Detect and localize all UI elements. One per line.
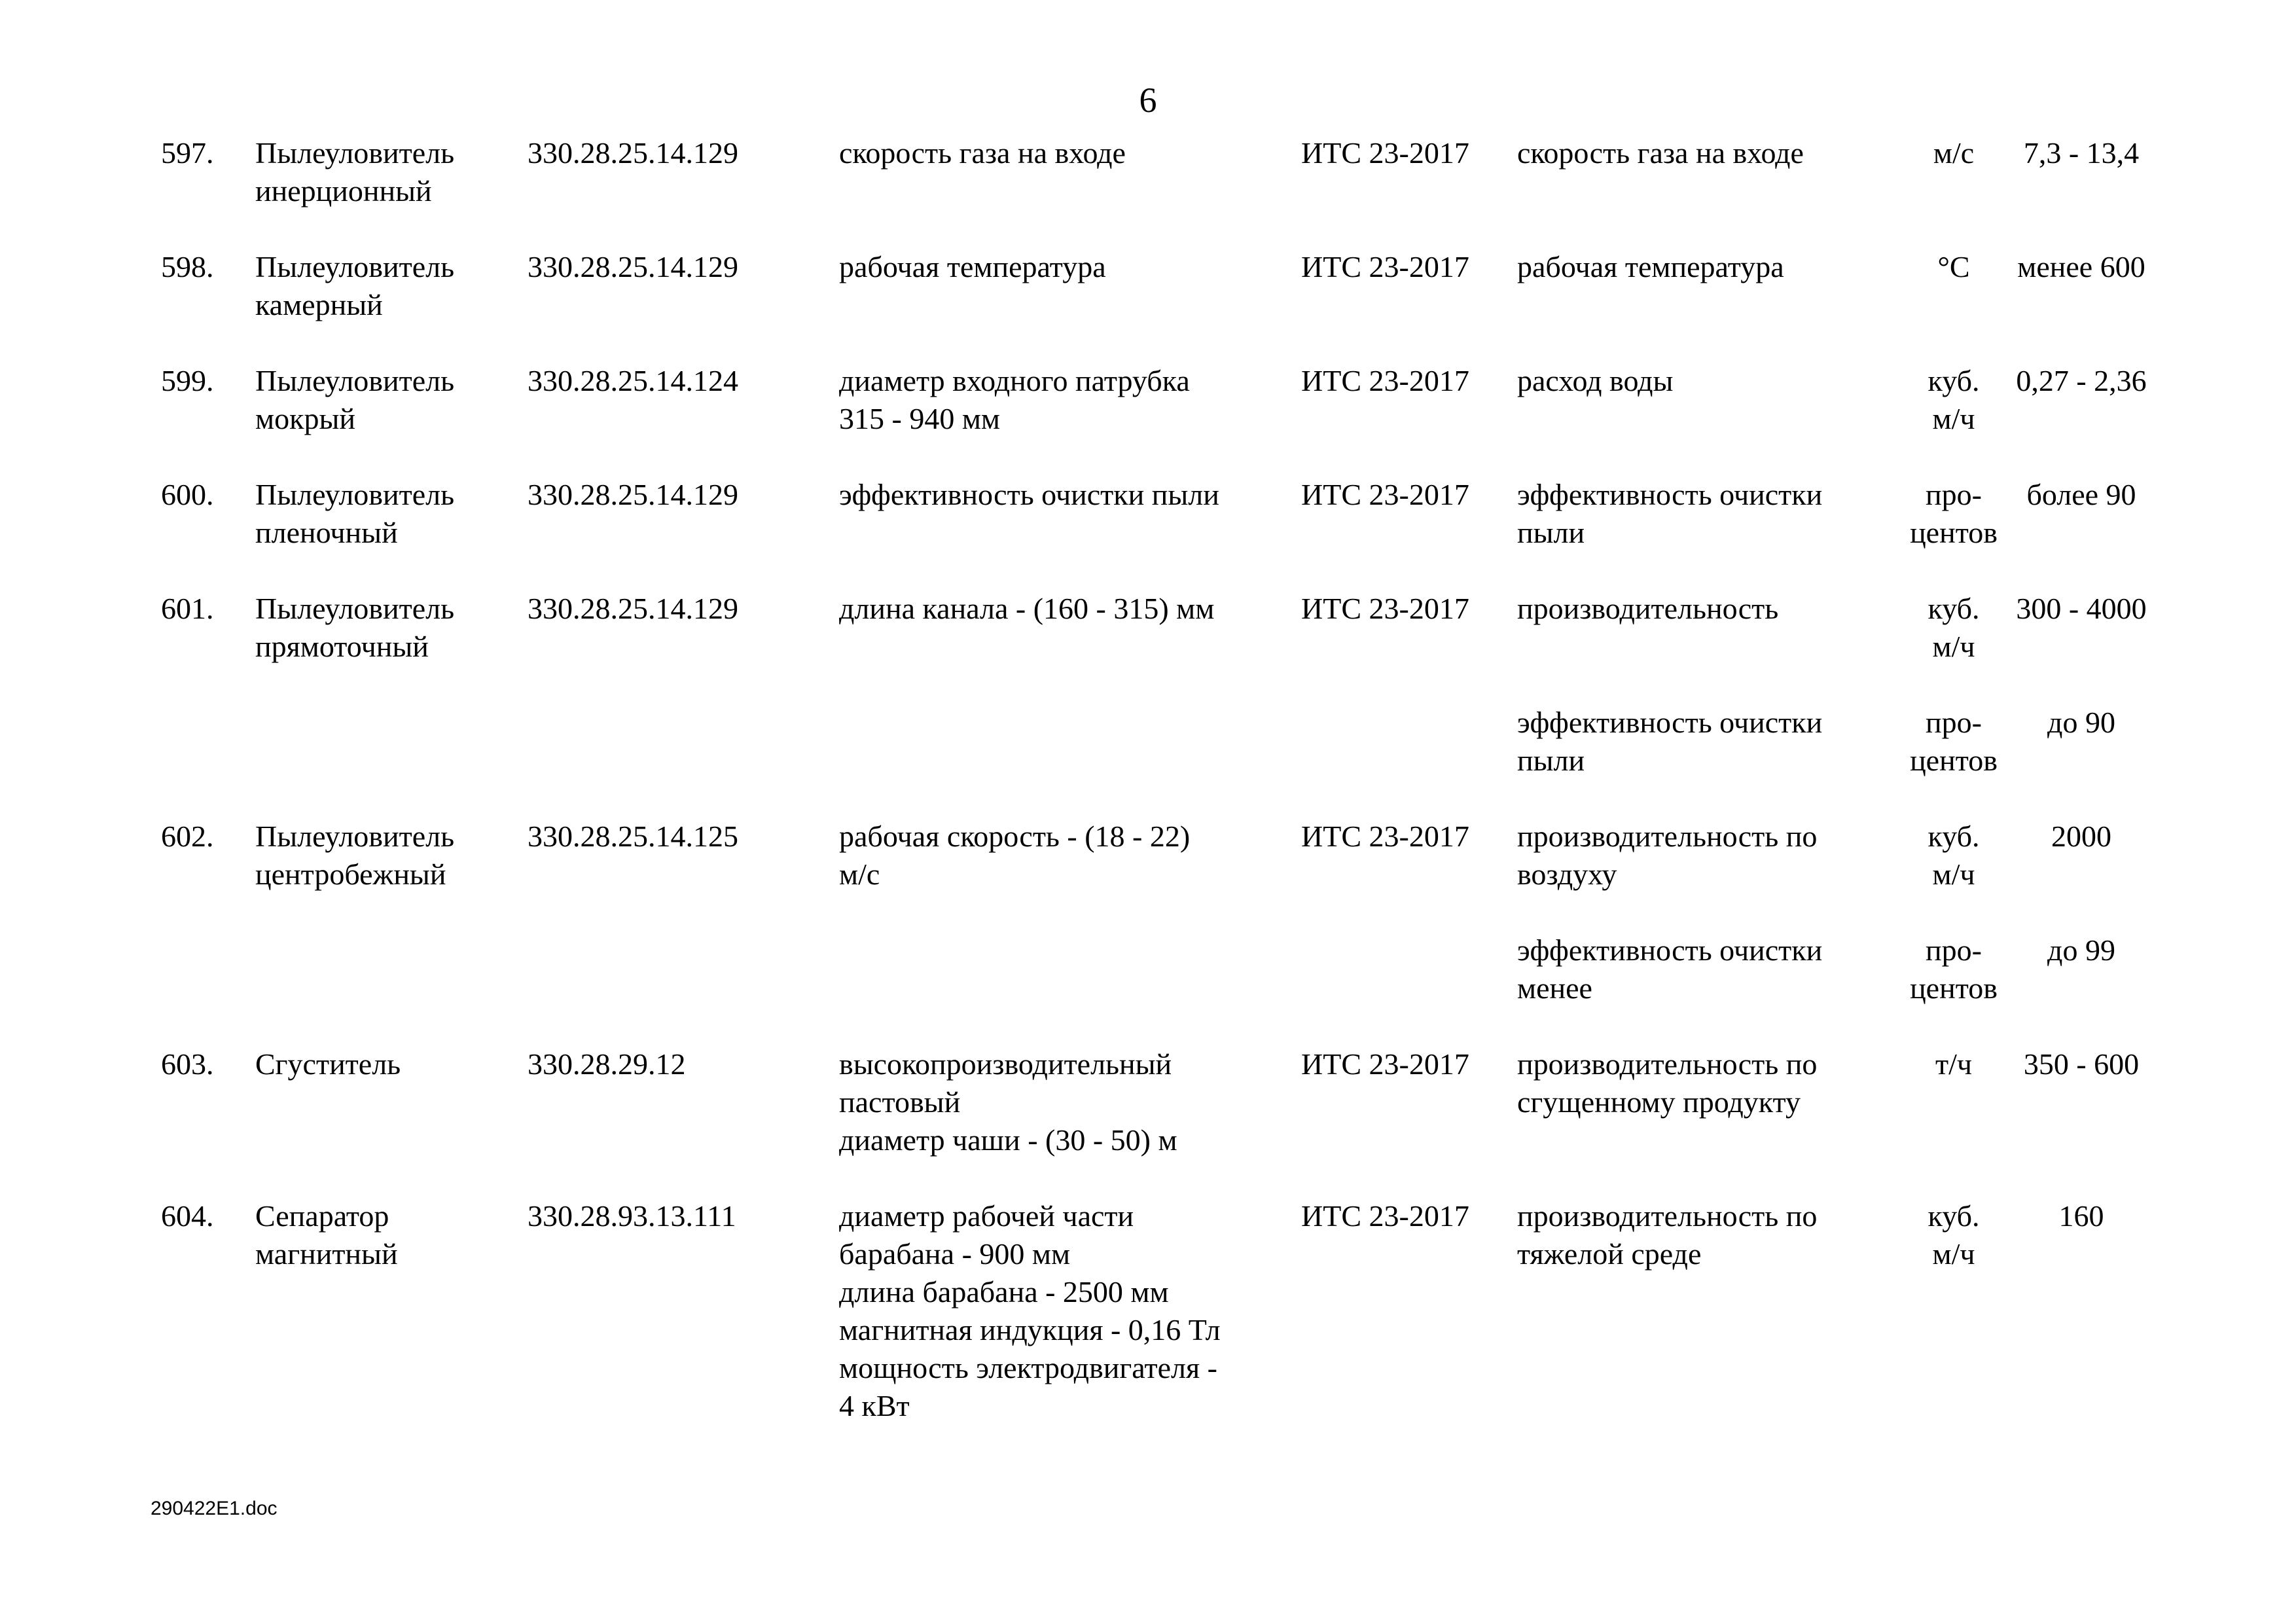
- row-number-text: 600.: [161, 478, 214, 511]
- parameter-name-line: производительность по: [1517, 820, 1818, 853]
- parameter-value-text: 160: [2058, 1199, 2104, 1233]
- table-row: [0, 1197, 2296, 1472]
- table-row: [0, 1045, 2296, 1197]
- unit-of-measure-line: м/ч: [1932, 402, 1975, 435]
- parameter-name: [1517, 590, 1897, 628]
- technical-characteristic-line: м/с: [839, 857, 880, 891]
- table-row: [0, 818, 2296, 931]
- unit-of-measure-line: куб.: [1928, 592, 1980, 625]
- unit-of-measure-line: куб.: [1928, 820, 1980, 853]
- parameter-name: [1517, 248, 1897, 286]
- standard-reference-text: ИТС 23-2017: [1301, 820, 1469, 853]
- table-row: [0, 134, 2296, 248]
- technical-characteristic-line: рабочая скорость - (18 - 22): [839, 820, 1191, 853]
- equipment-name-line: инерционный: [255, 174, 432, 208]
- row-number: [161, 248, 214, 286]
- parameter-value: [1996, 818, 2166, 856]
- okpd-code: [528, 134, 816, 172]
- page-number: 6: [1139, 81, 1157, 120]
- standard-reference: [1301, 1197, 1498, 1235]
- unit-of-measure-line: центов: [1910, 516, 1998, 549]
- row-number: [161, 818, 214, 856]
- equipment-name: [255, 590, 530, 666]
- equipment-name-line: пленочный: [255, 516, 398, 549]
- okpd-code: [528, 1045, 816, 1083]
- parameter-value: [1996, 248, 2166, 286]
- parameter-name-line: воздуху: [1517, 857, 1617, 891]
- standard-reference: [1301, 476, 1498, 514]
- technical-characteristic-line: длина барабана - 2500 мм: [839, 1275, 1169, 1308]
- equipment-name-line: центробежный: [255, 857, 446, 891]
- standard-reference-text: ИТС 23-2017: [1301, 136, 1469, 170]
- equipment-name: [255, 134, 530, 210]
- unit-of-measure-line: центов: [1910, 971, 1998, 1005]
- parameter-name-line: эффективность очистки: [1517, 933, 1823, 967]
- parameter-name-line: пыли: [1517, 744, 1585, 777]
- okpd-code-text: 330.28.25.14.125: [528, 820, 738, 853]
- technical-characteristic-line: скорость газа на входе: [839, 136, 1126, 170]
- table-row: [0, 931, 2296, 1045]
- okpd-code-text: 330.28.29.12: [528, 1047, 686, 1081]
- standard-reference-text: ИТС 23-2017: [1301, 478, 1469, 511]
- okpd-code-text: 330.28.25.14.129: [528, 136, 738, 170]
- parameter-value: [1996, 476, 2166, 514]
- unit-of-measure-line: куб.: [1928, 1199, 1980, 1233]
- equipment-name-line: Сепаратор: [255, 1199, 389, 1233]
- parameter-name: [1517, 1045, 1897, 1121]
- parameter-name-line: эффективность очистки: [1517, 706, 1823, 739]
- standard-reference-text: ИТС 23-2017: [1301, 364, 1469, 397]
- technical-characteristic: [839, 818, 1284, 893]
- standard-reference: [1301, 362, 1498, 400]
- parameter-name-line: производительность: [1517, 592, 1779, 625]
- technical-characteristic-line: диаметр входного патрубка: [839, 364, 1190, 397]
- equipment-name-line: Пылеуловитель: [255, 478, 455, 511]
- row-number: [161, 1197, 214, 1235]
- parameter-name-line: производительность по: [1517, 1047, 1818, 1081]
- row-number: [161, 362, 214, 400]
- parameter-value-text: 2000: [2051, 820, 2111, 853]
- standard-reference: [1301, 590, 1498, 628]
- table-row: [0, 248, 2296, 362]
- row-number-text: 597.: [161, 136, 214, 170]
- technical-characteristic: [839, 134, 1284, 172]
- parameter-value: [1996, 1197, 2166, 1235]
- equipment-name-line: Пылеуловитель: [255, 820, 455, 853]
- row-number: [161, 476, 214, 514]
- okpd-code-text: 330.28.93.13.111: [528, 1199, 736, 1233]
- standard-reference-text: ИТС 23-2017: [1301, 1199, 1469, 1233]
- unit-of-measure-line: °С: [1937, 250, 1970, 283]
- parameter-value: [1996, 704, 2166, 742]
- parameter-name: [1517, 704, 1897, 780]
- equipment-name: [255, 1197, 530, 1273]
- unit-of-measure-line: м/ч: [1932, 630, 1975, 663]
- standard-reference-text: ИТС 23-2017: [1301, 250, 1469, 283]
- technical-characteristic: [839, 1197, 1284, 1425]
- parameter-name: [1517, 818, 1897, 893]
- technical-characteristic: [839, 362, 1284, 438]
- parameter-name-line: расход воды: [1517, 364, 1674, 397]
- okpd-code-text: 330.28.25.14.124: [528, 364, 738, 397]
- row-number-text: 604.: [161, 1199, 214, 1233]
- equipment-name-line: мокрый: [255, 402, 355, 435]
- okpd-code: [528, 818, 816, 856]
- technical-characteristic-line: 4 кВт: [839, 1389, 910, 1422]
- equipment-name-line: Сгуститель: [255, 1047, 401, 1081]
- okpd-code-text: 330.28.25.14.129: [528, 250, 738, 283]
- row-number-text: 602.: [161, 820, 214, 853]
- parameter-value: [1996, 362, 2166, 400]
- unit-of-measure-line: м/ч: [1932, 1237, 1975, 1271]
- parameter-name: [1517, 134, 1897, 172]
- unit-of-measure-line: куб.: [1928, 364, 1980, 397]
- parameter-name: [1517, 476, 1897, 552]
- okpd-code: [528, 590, 816, 628]
- technical-characteristic-line: 315 - 940 мм: [839, 402, 1001, 435]
- technical-characteristic-line: магнитная индукция - 0,16 Тл: [839, 1313, 1221, 1346]
- unit-of-measure-line: м/с: [1933, 136, 1975, 170]
- parameter-name-line: эффективность очистки: [1517, 478, 1823, 511]
- parameter-name-line: рабочая температура: [1517, 250, 1784, 283]
- parameter-value-text: 300 - 4000: [2016, 592, 2147, 625]
- row-number: [161, 1045, 214, 1083]
- standard-reference-text: ИТС 23-2017: [1301, 592, 1469, 625]
- parameter-value-text: 350 - 600: [2023, 1047, 2140, 1081]
- technical-characteristic-line: мощность электродвигателя -: [839, 1351, 1217, 1384]
- okpd-code: [528, 1197, 816, 1235]
- technical-characteristic-line: эффективность очистки пыли: [839, 478, 1219, 511]
- parameter-value: [1996, 134, 2166, 172]
- unit-of-measure-line: про-: [1926, 478, 1982, 511]
- parameter-name-line: пыли: [1517, 516, 1585, 549]
- parameter-value-text: 0,27 - 2,36: [2016, 364, 2147, 397]
- technical-characteristic: [839, 248, 1284, 286]
- standard-reference: [1301, 1045, 1498, 1083]
- technical-characteristic-line: диаметр чаши - (30 - 50) м: [839, 1123, 1177, 1157]
- row-number-text: 598.: [161, 250, 214, 283]
- equipment-name-line: Пылеуловитель: [255, 136, 455, 170]
- parameter-name-line: тяжелой среде: [1517, 1237, 1702, 1271]
- equipment-name-line: Пылеуловитель: [255, 364, 455, 397]
- parameter-name-line: менее: [1517, 971, 1592, 1005]
- okpd-code-text: 330.28.25.14.129: [528, 592, 738, 625]
- unit-of-measure-line: про-: [1926, 706, 1982, 739]
- equipment-name: [255, 1045, 530, 1083]
- unit-of-measure-line: про-: [1926, 933, 1982, 967]
- okpd-code: [528, 476, 816, 514]
- okpd-code: [528, 362, 816, 400]
- row-number-text: 603.: [161, 1047, 214, 1081]
- table-row: [0, 590, 2296, 704]
- parameter-value: [1996, 590, 2166, 628]
- document-filename: 290422E1.doc: [151, 1498, 278, 1519]
- parameter-value-text: до 90: [2047, 706, 2115, 739]
- equipment-name-line: прямоточный: [255, 630, 429, 663]
- unit-of-measure-line: т/ч: [1935, 1047, 1973, 1081]
- technical-characteristic-line: барабана - 900 мм: [839, 1237, 1071, 1271]
- parameter-value-text: до 99: [2047, 933, 2115, 967]
- parameter-name: [1517, 931, 1897, 1007]
- technical-characteristic-line: пастовый: [839, 1085, 961, 1119]
- equipment-name-line: магнитный: [255, 1237, 398, 1271]
- parameter-name-line: сгущенному продукту: [1517, 1085, 1801, 1119]
- technical-characteristic: [839, 1045, 1284, 1159]
- parameter-name-line: производительность по: [1517, 1199, 1818, 1233]
- parameter-value: [1996, 1045, 2166, 1083]
- parameter-name: [1517, 362, 1897, 400]
- row-number: [161, 590, 214, 628]
- parameter-value: [1996, 931, 2166, 969]
- row-number-text: 599.: [161, 364, 214, 397]
- standard-reference-text: ИТС 23-2017: [1301, 1047, 1469, 1081]
- okpd-code: [528, 248, 816, 286]
- standard-reference: [1301, 248, 1498, 286]
- unit-of-measure-line: центов: [1910, 744, 1998, 777]
- table-row: [0, 476, 2296, 590]
- parameter-name: [1517, 1197, 1897, 1273]
- equipment-name: [255, 476, 530, 552]
- parameter-value-text: 7,3 - 13,4: [2023, 136, 2140, 170]
- table-row: [0, 704, 2296, 818]
- technical-characteristic-line: рабочая температура: [839, 250, 1106, 283]
- equipment-name-line: камерный: [255, 288, 383, 321]
- row-number-text: 601.: [161, 592, 214, 625]
- parameter-value-text: более 90: [2026, 478, 2136, 511]
- technical-characteristic: [839, 590, 1284, 628]
- technical-characteristic-line: длина канала - (160 - 315) мм: [839, 592, 1215, 625]
- equipment-name: [255, 818, 530, 893]
- equipment-name-line: Пылеуловитель: [255, 592, 455, 625]
- table-row: [0, 362, 2296, 476]
- standard-reference: [1301, 134, 1498, 172]
- parameter-value-text: менее 600: [2017, 250, 2145, 283]
- equipment-name: [255, 362, 530, 438]
- technical-characteristic: [839, 476, 1284, 514]
- equipment-name-line: Пылеуловитель: [255, 250, 455, 283]
- parameter-name-line: скорость газа на входе: [1517, 136, 1804, 170]
- unit-of-measure-line: м/ч: [1932, 857, 1975, 891]
- standard-reference: [1301, 818, 1498, 856]
- technical-characteristic-line: диаметр рабочей части: [839, 1199, 1134, 1233]
- equipment-name: [255, 248, 530, 324]
- technical-characteristic-line: высокопроизводительный: [839, 1047, 1172, 1081]
- okpd-code-text: 330.28.25.14.129: [528, 478, 738, 511]
- row-number: [161, 134, 214, 172]
